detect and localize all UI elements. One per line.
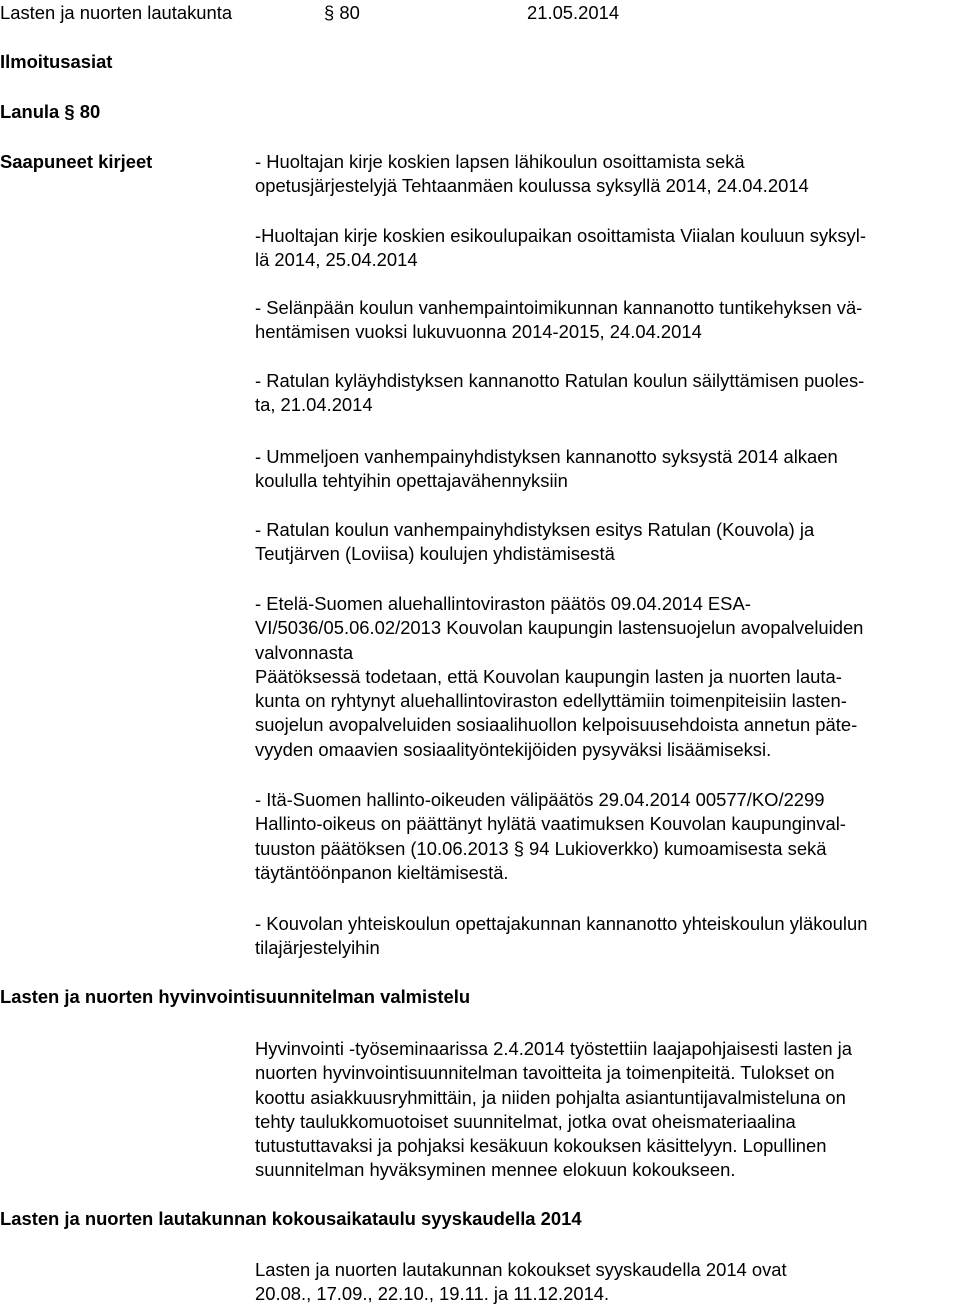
header-date: 21.05.2014 — [527, 2, 620, 23]
letter-item-line: VI/5036/05.06.02/2013 Kouvolan kaupungin lastensuojelun avopalveluiden — [255, 617, 864, 639]
letter-item — [255, 518, 958, 567]
paragraph-line: Hyvinvointi -työseminaarissa 2.4.2014 työstettiin laajapohjaisesti lasten ja — [255, 1038, 852, 1059]
heading-kokousaikataulu: Lasten ja nuorten lautakunnan kokousaikataulu syyskaudella 2014 — [0, 1208, 582, 1229]
letter-item — [255, 788, 958, 885]
letter-item — [255, 369, 958, 418]
paragraph-line: Lasten ja nuorten lautakunnan kokoukset syyskaudella 2014 ovat — [255, 1259, 787, 1280]
letter-item-line: tilajärjestelyihin — [255, 937, 380, 959]
letter-item-line: Hallinto-oikeus on päättänyt hylätä vaatimuksen Kouvolan kaupunginval- — [255, 813, 846, 835]
letter-item-line: opetusjärjestelyjä Tehtaanmäen koulussa syksyllä 2014, 24.04.2014 — [255, 175, 809, 197]
letter-item-line: vyyden omaavien sosiaalityöntekijöiden pysyväksi lisäämiseksi. — [255, 738, 772, 760]
paragraph-line: nuorten hyvinvointisuunnitelman tavoitteita ja toimenpiteitä. Tulokset on — [255, 1062, 835, 1084]
letter-item-line: -Huoltajan kirje koskien esikoulupaikan osoittamista Viialan kouluun syksyl- — [255, 225, 866, 246]
letter-item-line: - Selänpään koulun vanhempaintoimikunnan kannanotto tuntikehyksen vä- — [255, 297, 863, 318]
paragraph-line: 20.08., 17.09., 22.10., 19.11. ja 11.12.2014. — [255, 1283, 610, 1305]
letter-item-line: - Huoltajan kirje koskien lapsen lähikoulun osoittamista sekä — [255, 151, 745, 172]
heading-lanula: Lanula § 80 — [0, 101, 101, 122]
letter-item — [255, 912, 958, 961]
letter-item-line: Teutjärven (Loviisa) koulujen yhdistämisestä — [255, 543, 615, 565]
letter-item-line: tuuston päätöksen (10.06.2013 § 94 Lukioverkko) kumoamisesta sekä — [255, 837, 827, 859]
letter-item — [255, 592, 958, 762]
letter-item-line: koululla tehtyihin opettajavähennyksiin — [255, 470, 568, 492]
letter-item — [255, 150, 958, 199]
letter-item — [255, 445, 958, 494]
letter-item — [255, 224, 958, 273]
letter-item-line: valvonnasta — [255, 641, 354, 663]
letter-item-line: - Ratulan koulun vanhempainyhdistyksen esitys Ratulan (Kouvola) ja — [255, 519, 815, 540]
letter-item-line: kunta on ryhtynyt aluehallintoviraston edellyttämiin toimenpiteisiin lasten- — [255, 690, 847, 712]
letter-item-line: - Ummeljoen vanhempainyhdistyksen kannanotto syksystä 2014 alkaen — [255, 446, 838, 467]
paragraph-number: 80 — [339, 2, 360, 23]
letter-item-line: täytäntöönpanon kieltämisestä. — [255, 861, 509, 883]
letter-item-line: suojelun avopalveluiden sosiaalihuollon kelpoisuusehdoista annetun päte- — [255, 714, 858, 736]
letter-item-line: lä 2014, 25.04.2014 — [255, 249, 418, 271]
letter-item — [255, 296, 958, 345]
paragraph-line: suunnitelman hyväksyminen mennee elokuun kokoukseen. — [255, 1159, 736, 1181]
paragraph-line: tutustuttavaksi ja pohjaksi kesäkuun kokouksen käsittelyyn. Lopullinen — [255, 1135, 827, 1157]
header-paragraph-number — [324, 2, 360, 24]
letter-item-line: - Ratulan kyläyhdistyksen kannanotto Ratulan koulun säilyttämisen puoles- — [255, 370, 865, 391]
letter-item-line: - Kouvolan yhteiskoulun opettajakunnan kannanotto yhteiskoulun yläkoulun — [255, 913, 868, 934]
kokousaikataulu-paragraph — [255, 1258, 958, 1307]
letter-item-line: ta, 21.04.2014 — [255, 394, 373, 416]
heading-ilmoitusasiat: Ilmoitusasiat — [0, 51, 113, 72]
letter-item-line: - Etelä-Suomen aluehallintoviraston päätös 09.04.2014 ESA- — [255, 593, 751, 614]
letter-item-line: - Itä-Suomen hallinto-oikeuden välipäätös 29.04.2014 00577/KO/2299 — [255, 789, 825, 810]
hyvinvointi-paragraph — [255, 1037, 958, 1183]
header-body-name: Lasten ja nuorten lautakunta — [0, 2, 233, 23]
paragraph-line: koottu asiakkuusryhmittäin, ja niiden pohjalta asiantuntijavalmisteluna on — [255, 1086, 846, 1108]
section-sign: § — [324, 2, 335, 23]
label-saapuneet-kirjeet: Saapuneet kirjeet — [0, 151, 153, 172]
letter-item-line: hentämisen vuoksi lukuvuonna 2014-2015, 24.04.2014 — [255, 321, 702, 343]
heading-hyvinvointisuunnitelma: Lasten ja nuorten hyvinvointisuunnitelman valmistelu — [0, 986, 471, 1007]
paragraph-line: tehty taulukkomuotoiset suunnitelmat, jotka ovat oheismateriaalina — [255, 1110, 796, 1132]
letter-item-line: Päätöksessä todetaan, että Kouvolan kaupungin lasten ja nuorten lauta- — [255, 665, 842, 687]
